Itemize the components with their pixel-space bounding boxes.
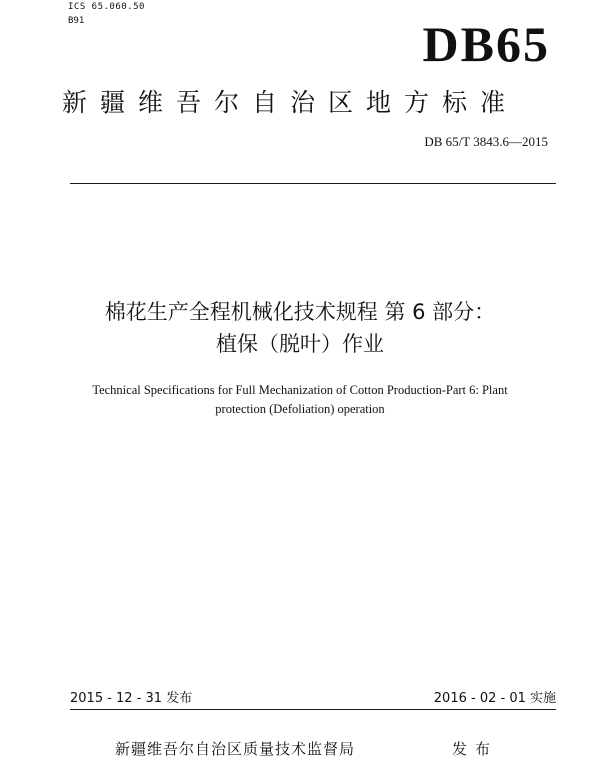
chinese-title-line-2: 植保（脱叶）作业 [216,332,384,356]
standard-number: DB 65/T 3843.6—2015 [424,134,548,149]
english-title-line-1: Technical Specifications for Full Mechanization of Cotton Production-Part 6: Plant [92,383,508,397]
ics-code: ICS 65.060.50 [68,2,145,12]
chinese-title [0,296,600,360]
ccs-code: B91 [68,16,85,26]
top-divider [70,183,556,184]
english-title [40,381,560,419]
standard-code-logo: DB65 [422,16,550,72]
issuing-authority: 新疆维吾尔自治区质量技术监督局 [115,740,356,758]
issue-verb: 发布 [452,740,499,758]
issue-date: 2015 - 12 - 31 发布 [70,691,193,706]
bottom-divider [70,709,556,710]
implementation-date: 2016 - 02 - 01 实施 [433,691,556,706]
standard-type-heading: 新疆维吾尔自治区地方标准 [62,88,519,117]
chinese-title-line-1: 棉花生产全程机械化技术规程 第 6 部分： [104,300,496,324]
english-title-line-2: protection (Defoliation) operation [215,402,385,416]
